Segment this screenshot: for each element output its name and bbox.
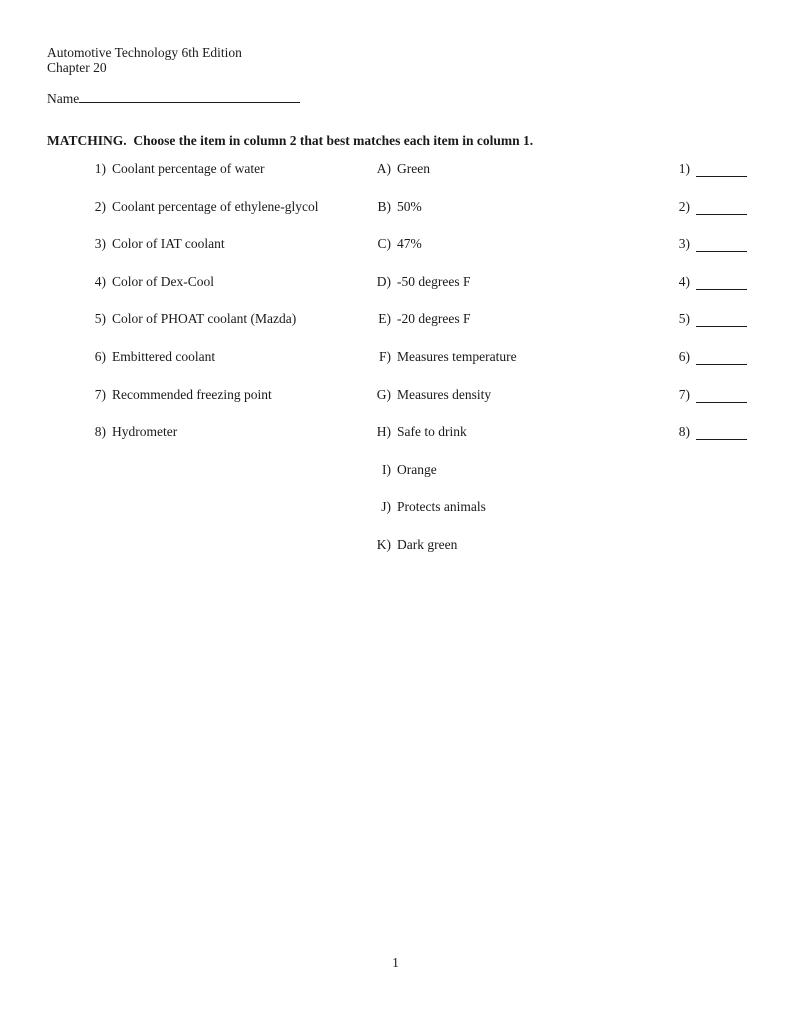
question-text: Coolant percentage of water [112,161,265,176]
choice-text: Safe to drink [397,424,467,440]
choice-letter: D) [376,273,391,289]
question-number: 3) [94,236,106,252]
question-text: Recommended freezing point [112,386,272,402]
matching-instructions: MATCHING. Choose the item in column 2 that best matches each item in column 1. [47,133,534,148]
answer-blank-line[interactable] [696,424,747,440]
choice-letter: E) [378,311,391,327]
matching-row [0,462,791,500]
choice-letter: K) [376,536,391,552]
question-text: Embittered coolant [112,348,216,364]
matching-row [0,537,791,575]
choice-text: 50% [397,198,422,214]
question-text: Color of PHOAT coolant (Mazda) [112,311,297,327]
question-number: 1) [94,161,106,176]
answer-blank-line[interactable] [696,236,747,252]
matching-row [0,387,791,425]
answer-blank-line[interactable] [696,199,747,215]
matching-row [0,499,791,537]
matching-row [0,349,791,387]
question-number: 6) [94,348,106,364]
choice-letter: H) [376,424,391,440]
name-blank-line[interactable] [79,89,300,103]
matching-row [0,424,791,462]
answer-blank-line[interactable] [696,349,747,365]
choice-text: Green [397,161,430,176]
answer-blank-line[interactable] [696,161,747,177]
question-text: Hydrometer [112,424,178,440]
answer-blank-line[interactable] [696,387,747,403]
matching-section [0,161,791,575]
choice-text: Measures temperature [397,348,517,364]
choice-letter: B) [377,198,391,214]
matching-row [0,274,791,312]
name-row [47,89,300,107]
chapter-label: Chapter 20 [47,59,107,75]
matching-row [0,311,791,349]
choice-letter: C) [377,236,391,252]
answer-number: 7) [678,386,690,402]
document-header [47,46,242,75]
choice-letter: I) [382,461,391,477]
answer-number: 1) [678,161,690,176]
answer-number: 8) [678,424,690,440]
question-number: 2) [94,198,106,214]
answer-number: 3) [678,236,690,252]
choice-text: 47% [397,236,422,252]
choice-text: Protects animals [397,499,486,515]
choice-letter: G) [376,386,391,402]
answer-blank-line[interactable] [696,311,747,327]
choice-letter: J) [381,499,391,515]
document-title: Automotive Technology 6th Edition [47,45,242,60]
answer-number: 4) [678,273,690,289]
choice-text: Dark green [397,536,458,552]
choice-text: Measures density [397,386,492,402]
question-text: Color of IAT coolant [112,236,225,252]
matching-row [0,161,791,199]
name-label: Name [47,91,80,106]
choice-letter: F) [378,348,391,364]
question-text: Coolant percentage of ethylene-glycol [112,198,319,214]
question-number: 4) [94,273,106,289]
choice-text: -50 degrees F [397,273,471,289]
question-number: 8) [94,424,106,440]
question-text: Color of Dex-Cool [112,273,214,289]
matching-row [0,236,791,274]
page-number: 1 [392,955,399,970]
question-number: 7) [94,386,106,402]
answer-blank-line[interactable] [696,274,747,290]
answer-number: 5) [678,311,690,327]
question-number: 5) [94,311,106,327]
matching-row [0,199,791,237]
answer-number: 6) [678,348,690,364]
choice-text: Orange [397,461,437,477]
choice-text: -20 degrees F [397,311,471,327]
answer-number: 2) [678,198,690,214]
choice-letter: A) [376,161,391,176]
